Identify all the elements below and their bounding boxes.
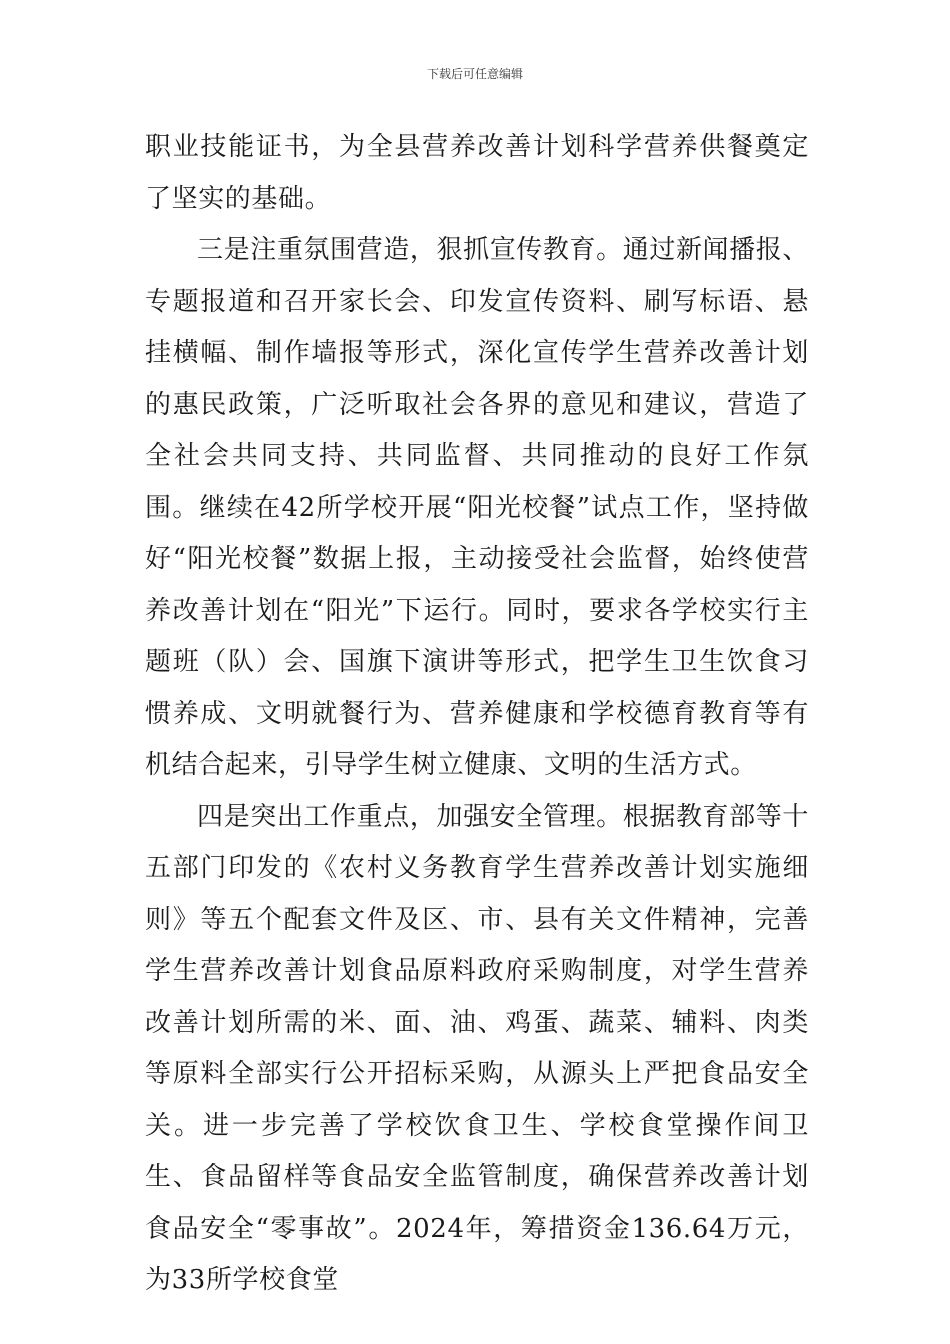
paragraph-continuation: 职业技能证书，为全县营养改善计划科学营养供餐奠定了坚实的基础。 — [145, 132, 809, 214]
page-header: 下载后可任意编辑 — [426, 67, 523, 81]
paragraph-safety-management: 四是突出工作重点，加强安全管理。根据教育部等十五部门印发的《农村义务教育学生营养改善计划实施细则》等五个配套文件及区、市、县有关文件精神，完善学生营养改善计划食品原料政府采购制度，对学生营养改善计划所需的米、面、油、鸡蛋、蔬菜、辅料、肉类等原料全部实行公开招标采购，从源头上严把食品安全关。进一步完善了学校饮食卫生、学校食堂操作间卫生、食品留样等食品安全监管制度，确保营养改善计划食品安全“零事故”。2024年，筹措资金136.64万元，为33所学校食堂 — [145, 801, 809, 1295]
document-body — [145, 122, 809, 1307]
paragraph-publicity-education: 三是注重氛围营造，狠抓宣传教育。通过新闻播报、专题报道和召开家长会、印发宣传资料、刷写标语、悬挂横幅、制作墙报等形式，深化宣传学生营养改善计划的惠民政策，广泛听取社会各界的意见和建议，营造了全社会共同支持、共同监督、共同推动的良好工作氛围。继续在42所学校开展“阳光校餐”试点工作，坚持做好“阳光校餐”数据上报，主动接受社会监督，始终使营养改善计划在“阳光”下运行。同时，要求各学校实行主题班（队）会、国旗下演讲等形式，把学生卫生饮食习惯养成、文明就餐行为、营养健康和学校德育教育等有机结合起来，引导学生树立健康、文明的生活方式。 — [145, 235, 809, 780]
